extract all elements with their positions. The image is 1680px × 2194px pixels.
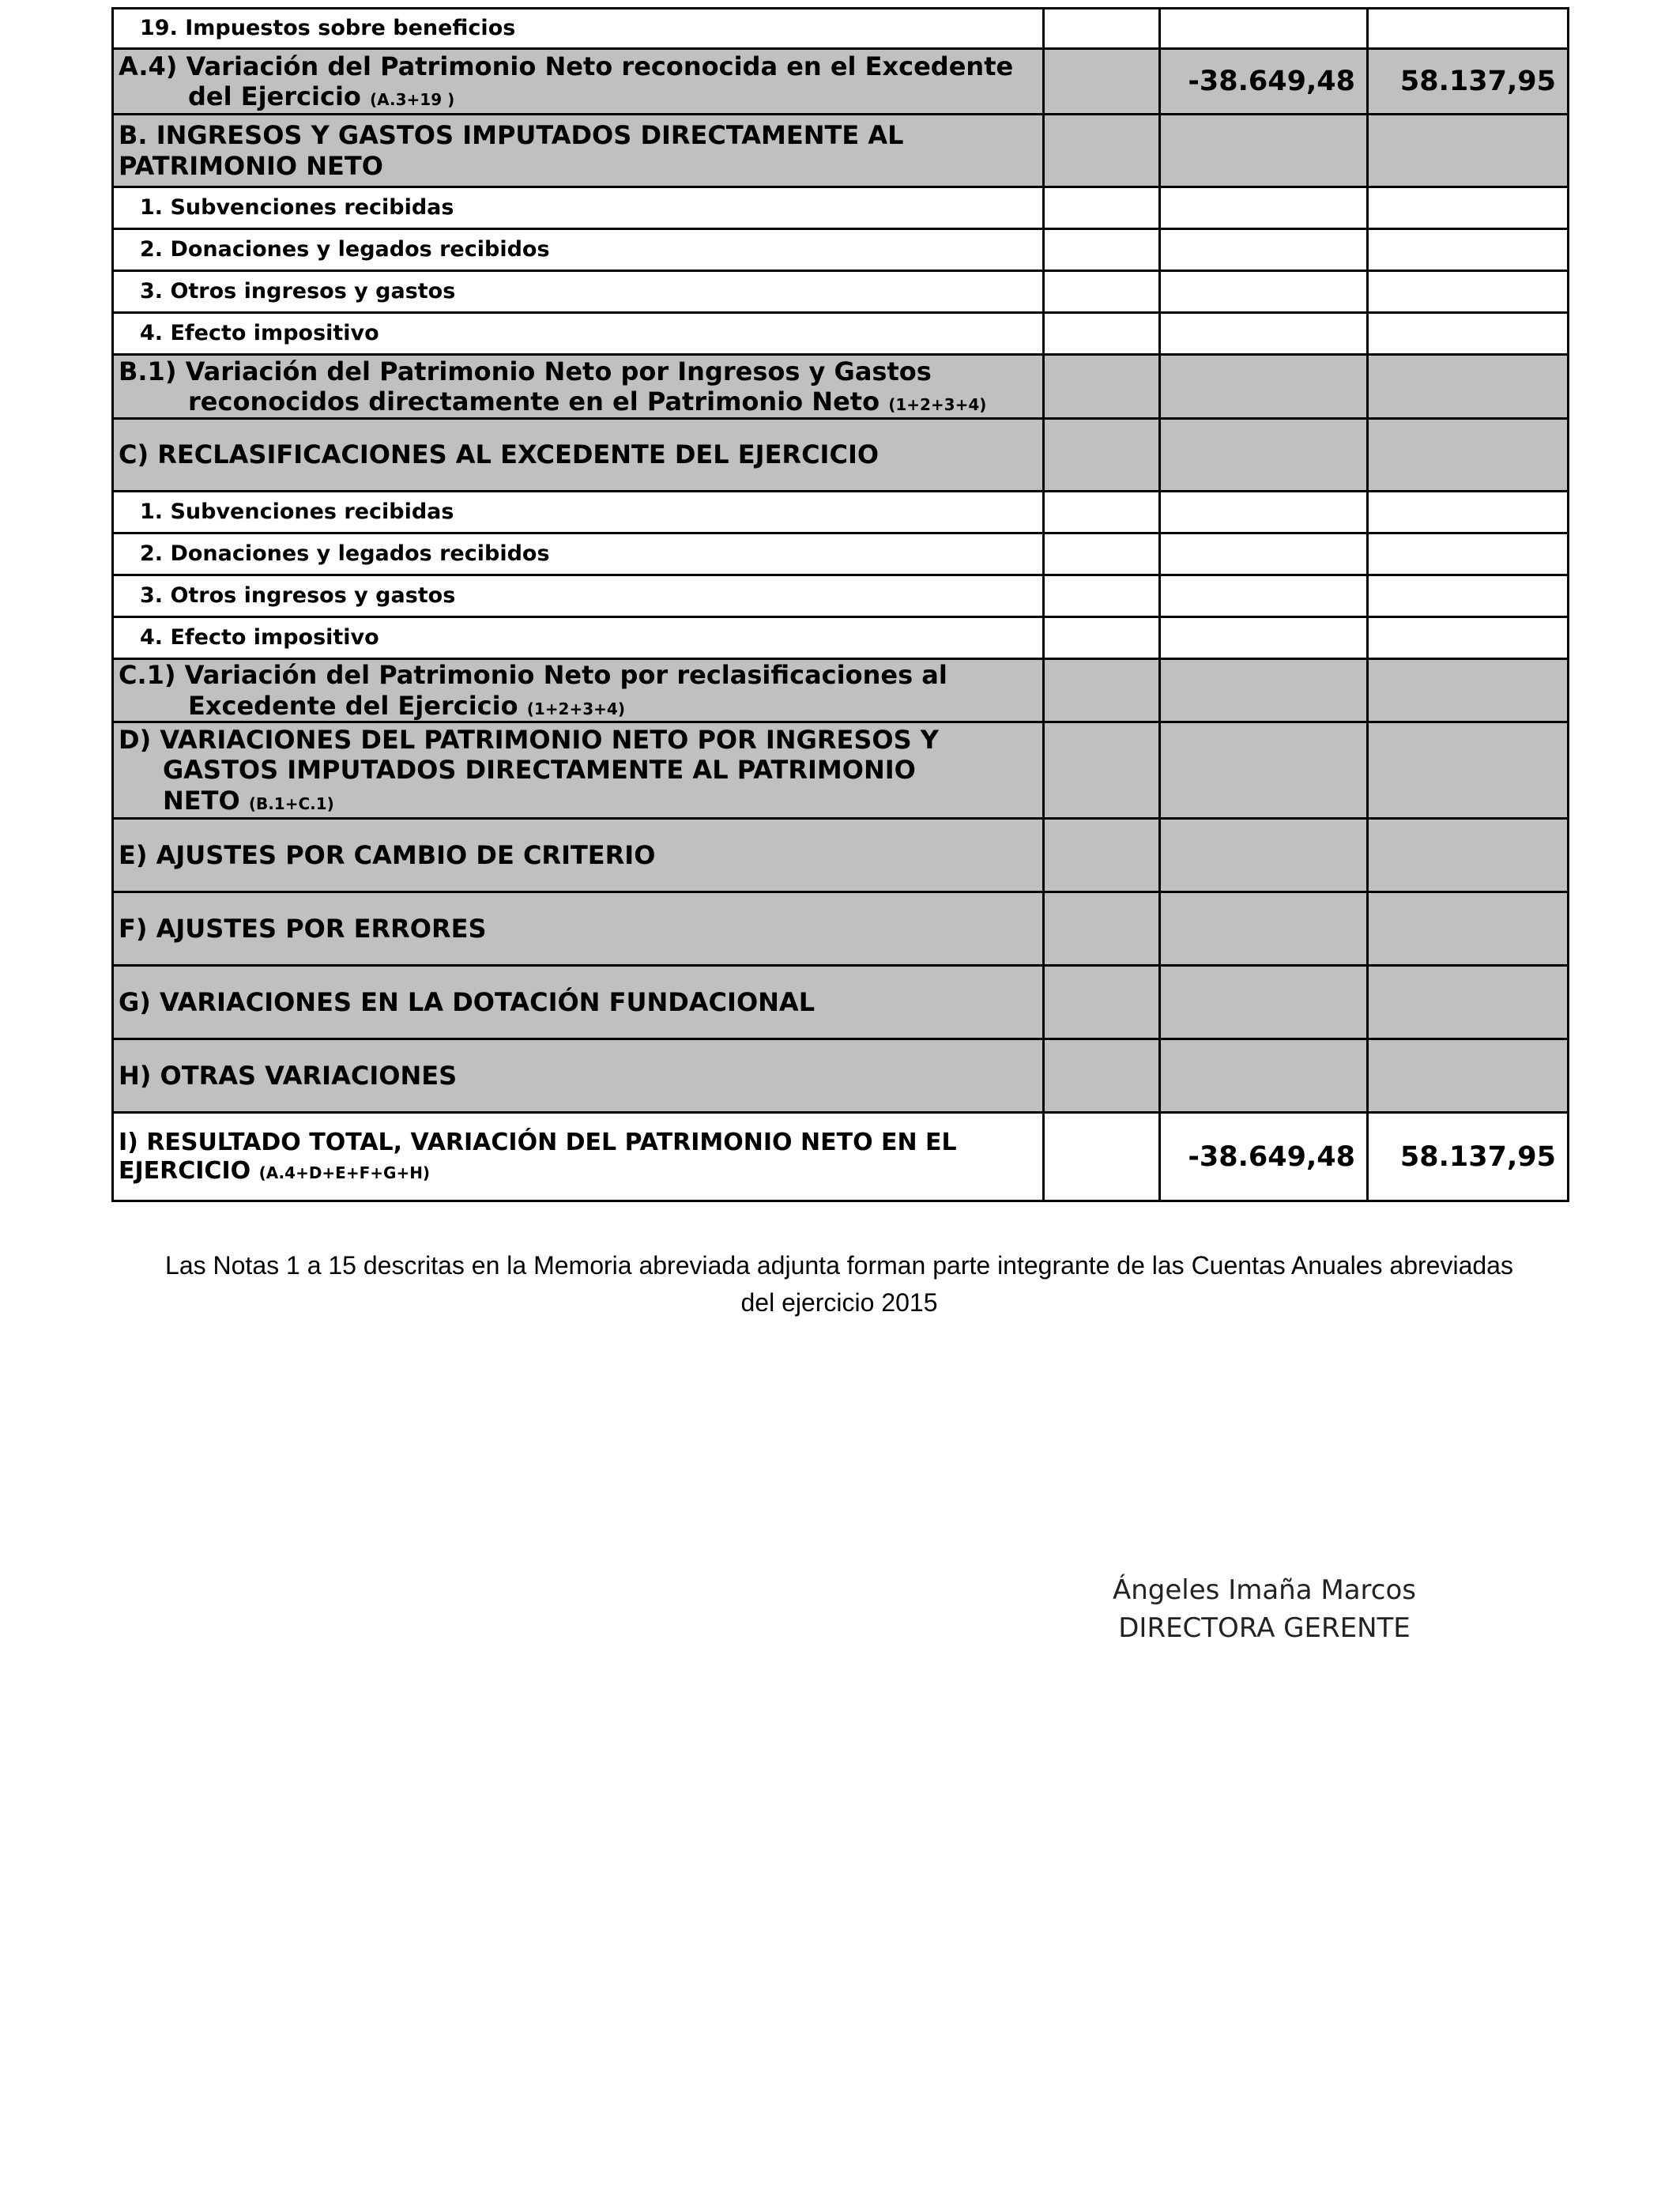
empty-cell	[1160, 187, 1368, 229]
row-label-line1: C.1) Variación del Patrimonio Neto por reclasificaciones al	[119, 660, 947, 691]
empty-cell	[1368, 355, 1569, 419]
row-label-line2	[119, 81, 454, 111]
row-label: H) OTRAS VARIACIONES	[113, 1039, 1044, 1113]
row-label: E) AJUSTES POR CAMBIO DE CRITERIO	[113, 819, 1044, 892]
footnote	[111, 1247, 1567, 1321]
signer-name: Ángeles Imaña Marcos	[1113, 1574, 1416, 1606]
row-label: 3. Otros ingresos y gastos	[113, 575, 1044, 617]
table-row	[113, 229, 1569, 271]
empty-cell	[1160, 659, 1368, 722]
empty-cell	[1160, 1039, 1368, 1113]
row-label: 1. Subvenciones recibidas	[113, 187, 1044, 229]
empty-cell	[1368, 533, 1569, 575]
row-label	[113, 355, 1044, 419]
row-label: 2. Donaciones y legados recibidos	[113, 229, 1044, 271]
empty-cell	[1044, 659, 1160, 722]
empty-cell	[1160, 355, 1368, 419]
value-cell	[1160, 9, 1368, 49]
table-row	[113, 1113, 1569, 1201]
row-label-line2	[119, 386, 986, 417]
empty-cell	[1368, 966, 1569, 1039]
table-row	[113, 419, 1569, 492]
empty-cell	[1160, 419, 1368, 492]
row-label: C) RECLASIFICACIONES AL EXCEDENTE DEL EJERCICIO	[113, 419, 1044, 492]
empty-cell	[1160, 492, 1368, 533]
table-row	[113, 492, 1569, 533]
table-row	[113, 722, 1569, 819]
empty-cell	[1160, 575, 1368, 617]
empty-cell	[1044, 9, 1160, 49]
table-row	[113, 819, 1569, 892]
empty-cell	[1368, 819, 1569, 892]
empty-cell	[1044, 187, 1160, 229]
empty-cell	[1044, 355, 1160, 419]
row-label-line1: I) RESULTADO TOTAL, VARIACIÓN DEL PATRIMONIO NETO EN EL	[119, 1128, 957, 1156]
row-label-line2: GASTOS IMPUTADOS DIRECTAMENTE AL PATRIMONIO	[163, 755, 916, 786]
empty-cell	[1044, 533, 1160, 575]
row-label	[113, 722, 1044, 819]
formula-note: (B.1+C.1)	[248, 794, 334, 813]
row-label-line2	[119, 1157, 1042, 1186]
empty-cell	[1368, 115, 1569, 187]
table-row	[113, 355, 1569, 419]
row-label	[113, 1113, 1044, 1201]
empty-cell	[1368, 659, 1569, 722]
table-row	[113, 9, 1569, 49]
row-label-text: reconocidos directamente en el Patrimonio Neto	[188, 386, 880, 417]
empty-cell	[1044, 49, 1160, 115]
empty-cell	[1044, 819, 1160, 892]
empty-cell	[1160, 313, 1368, 355]
empty-cell	[1160, 819, 1368, 892]
empty-cell	[1044, 271, 1160, 313]
empty-cell	[1368, 492, 1569, 533]
row-label: 19. Impuestos sobre beneficios	[113, 9, 1044, 49]
row-label: G) VARIACIONES EN LA DOTACIÓN FUNDACIONAL	[113, 966, 1044, 1039]
row-label: F) AJUSTES POR ERRORES	[113, 892, 1044, 966]
empty-cell	[1368, 1039, 1569, 1113]
empty-cell	[1160, 115, 1368, 187]
empty-cell	[1160, 722, 1368, 819]
row-label-line2: PATRIMONIO NETO	[119, 150, 383, 181]
empty-cell	[1044, 492, 1160, 533]
value-cell	[1368, 9, 1569, 49]
table-row	[113, 313, 1569, 355]
empty-cell	[1044, 966, 1160, 1039]
table-row	[113, 533, 1569, 575]
table-row	[113, 187, 1569, 229]
empty-cell	[1160, 892, 1368, 966]
empty-cell	[1368, 419, 1569, 492]
empty-cell	[1160, 966, 1368, 1039]
row-label: 2. Donaciones y legados recibidos	[113, 533, 1044, 575]
empty-cell	[1368, 313, 1569, 355]
table-row	[113, 617, 1569, 659]
empty-cell	[1044, 722, 1160, 819]
table-row	[113, 271, 1569, 313]
value-cell: 58.137,95	[1368, 1113, 1569, 1201]
empty-cell	[1044, 419, 1160, 492]
row-label-text: NETO	[163, 785, 240, 816]
empty-cell	[1160, 229, 1368, 271]
empty-cell	[1368, 617, 1569, 659]
empty-cell	[1368, 722, 1569, 819]
signature-block	[1075, 1571, 1454, 1647]
table-row	[113, 1039, 1569, 1113]
signer-title: DIRECTORA GERENTE	[1118, 1612, 1411, 1644]
row-label: 1. Subvenciones recibidas	[113, 492, 1044, 533]
empty-cell	[1044, 575, 1160, 617]
table-row	[113, 49, 1569, 115]
table-row	[113, 575, 1569, 617]
row-label-text: EJERCICIO	[119, 1156, 251, 1185]
equity-changes-table	[111, 7, 1569, 1202]
row-label-line1: A.4) Variación del Patrimonio Neto reconocida en el Excedente	[119, 51, 1014, 81]
empty-cell	[1044, 313, 1160, 355]
row-label	[113, 659, 1044, 722]
row-label	[113, 115, 1044, 187]
empty-cell	[1368, 229, 1569, 271]
row-label-line1: B. INGRESOS Y GASTOS IMPUTADOS DIRECTAMENTE AL	[119, 120, 904, 151]
row-label: 4. Efecto impositivo	[113, 313, 1044, 355]
empty-cell	[1044, 1039, 1160, 1113]
row-label: 4. Efecto impositivo	[113, 617, 1044, 659]
table-row	[113, 659, 1569, 722]
table-row	[113, 115, 1569, 187]
row-label-line3	[119, 786, 334, 816]
empty-cell	[1044, 1113, 1160, 1201]
row-label	[113, 49, 1044, 115]
empty-cell	[1044, 115, 1160, 187]
footnote-line2: del ejercicio 2015	[740, 1288, 938, 1317]
footnote-line1: Las Notas 1 a 15 descritas en la Memoria abreviada adjunta forman parte integrante de las Cuentas Anuales abreviadas	[165, 1251, 1513, 1280]
value-cell: -38.649,48	[1160, 49, 1368, 115]
formula-note: (1+2+3+4)	[888, 395, 987, 414]
row-label: 3. Otros ingresos y gastos	[113, 271, 1044, 313]
empty-cell	[1160, 271, 1368, 313]
formula-note: (A.3+19 )	[370, 90, 455, 109]
empty-cell	[1368, 575, 1569, 617]
value-cell: 58.137,95	[1368, 49, 1569, 115]
row-label-text: Excedente del Ejercicio	[188, 690, 518, 721]
formula-note: (A.4+D+E+F+G+H)	[258, 1163, 431, 1182]
empty-cell	[1044, 229, 1160, 271]
row-label-text: del Ejercicio	[188, 81, 361, 111]
empty-cell	[1044, 892, 1160, 966]
empty-cell	[1368, 187, 1569, 229]
row-label-line1: B.1) Variación del Patrimonio Neto por Ingresos y Gastos	[119, 356, 932, 386]
empty-cell	[1160, 533, 1368, 575]
empty-cell	[1368, 271, 1569, 313]
formula-note: (1+2+3+4)	[526, 699, 625, 718]
row-label-line1: D) VARIACIONES DEL PATRIMONIO NETO POR INGRESOS Y	[119, 724, 939, 755]
table-row	[113, 966, 1569, 1039]
empty-cell	[1044, 617, 1160, 659]
row-label-line2	[119, 691, 625, 721]
empty-cell	[1160, 617, 1368, 659]
table-row	[113, 892, 1569, 966]
empty-cell	[1368, 892, 1569, 966]
value-cell: -38.649,48	[1160, 1113, 1368, 1201]
